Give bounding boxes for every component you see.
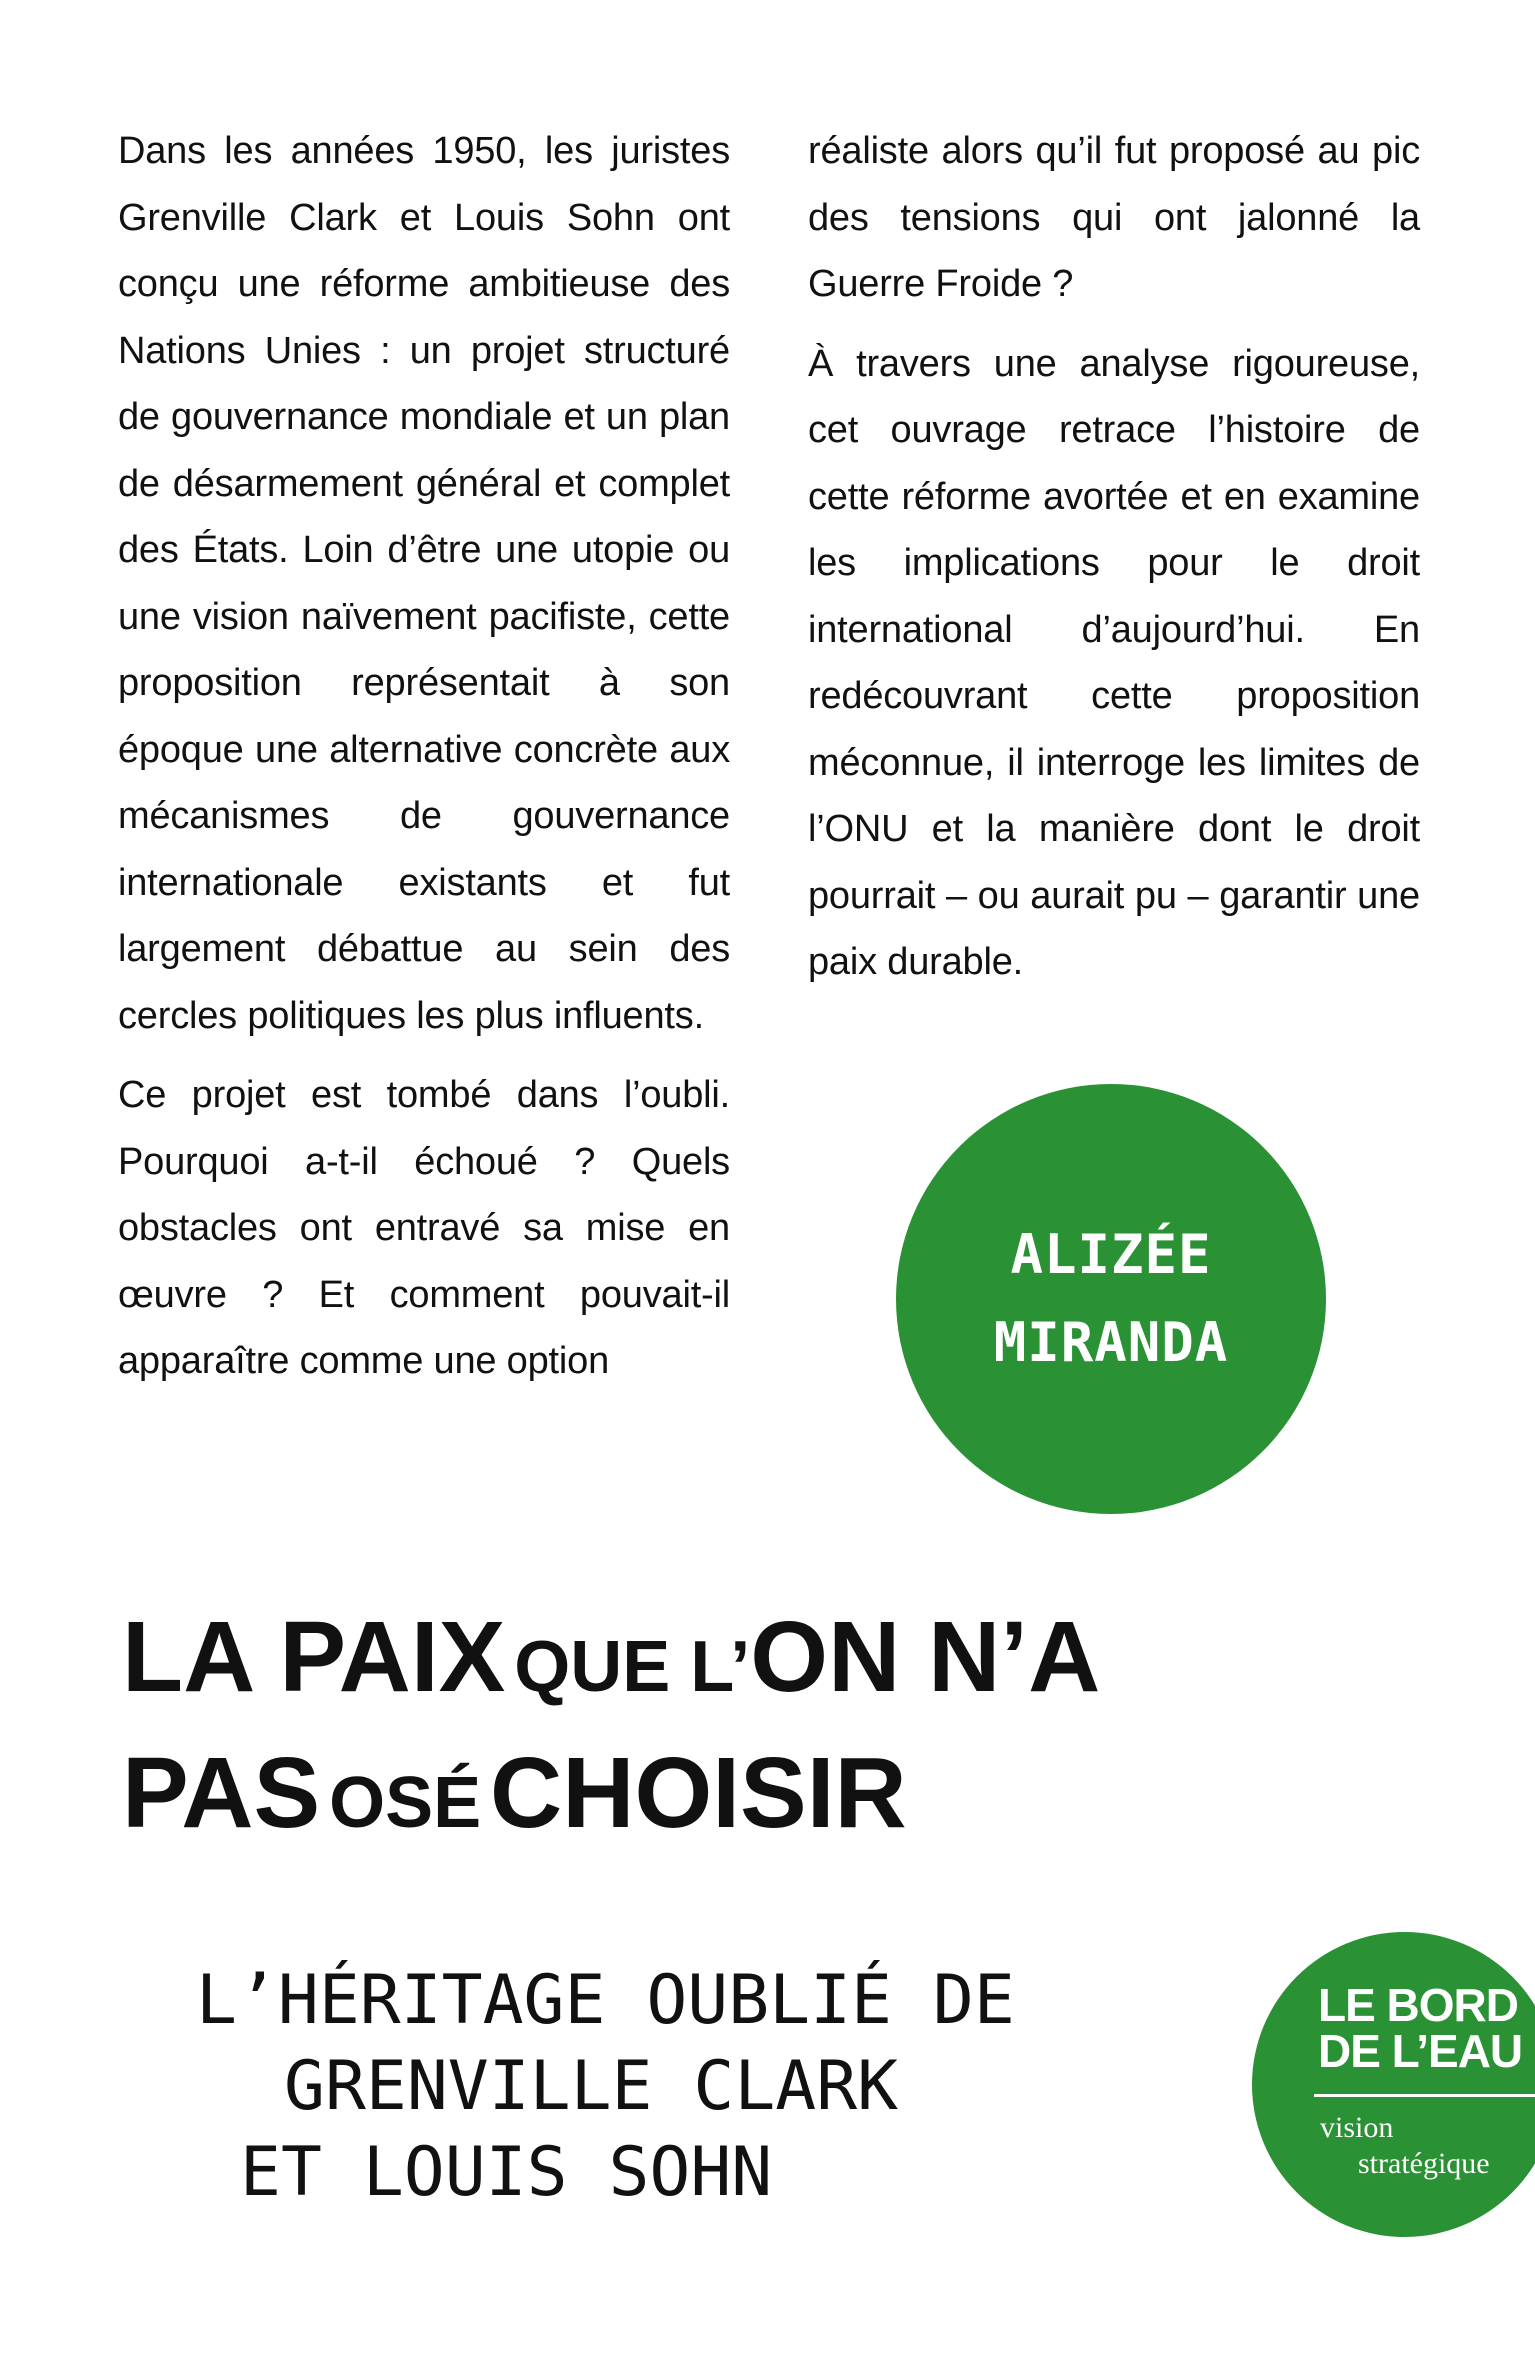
title-line-1 [122,1600,1100,1736]
title-word: LA PAIX [122,1601,506,1713]
publisher-name-line-2: DE L’EAU [1318,2025,1523,2077]
title-word-small: OSÉ [329,1763,482,1843]
author-last-name: MIRANDA [993,1311,1229,1374]
publisher-logo [1252,1932,1535,2237]
title-word: CHOISIR [490,1737,907,1849]
collection-line-2: stratégique [1358,2147,1490,2180]
blurb-left-column [118,118,730,1408]
blurb-paragraph: À travers une analyse rigoureuse, cet ouvrage retrace l’histoire de cette réforme avortée et en examine les implications pour le droit international d’aujourd’hui. En redécouvrant cette proposition méconnue, il interroge les limites de l’ONU et la manière dont le droit pourrait – ou aurait pu – garantir une paix durable. [808,342,1420,983]
blurb-right-column [808,118,1420,1009]
subtitle-line-1: L’HÉRITAGE OUBLIÉ DE [196,1961,1015,2040]
subtitle-line-3: ET LOUIS SOHN [240,2133,773,2212]
collection-line-1: vision [1320,2111,1394,2144]
title-line-2 [122,1736,1100,1872]
title-word-small: QUE L’ [514,1627,751,1707]
title-word: PAS [122,1737,321,1849]
title-word: ON N’A [750,1601,1101,1713]
blurb-paragraph: Dans les années 1950, les juristes Grenville Clark et Louis Sohn ont conçu une réforme ambitieuse des Nations Unies : un projet structuré de gouvernance mondiale et un plan de désarmement général et complet des États. Loin d’être une utopie ou une vision naïvement pacifiste, cette proposition représentait à son époque une alternative concrète aux mécanismes de gouvernance internationale existants et fut largement débattue au sein des cercles politiques les plus influents. [118,130,730,1037]
collection-name [1320,2110,1490,2182]
publisher-name [1318,1979,1523,2077]
book-title [122,1600,1100,1872]
blurb-paragraph: Ce projet est tombé dans l’oubli. Pourquoi a-t-il échoué ? Quels obstacles ont entravé sa mise en œuvre ? Et comment pouvait-il apparaître comme une option [118,1074,730,1382]
subtitle-line-2: GRENVILLE CLARK [284,2047,899,2126]
publisher-name-line-1: LE BORD [1318,1979,1518,2031]
blurb-paragraph: réaliste alors qu’il fut proposé au pic des tensions qui ont jalonné la Guerre Froide ? [808,130,1420,305]
author-badge [896,1084,1326,1514]
publisher-divider [1314,2094,1535,2097]
author-first-name: ALIZÉE [1010,1223,1212,1286]
